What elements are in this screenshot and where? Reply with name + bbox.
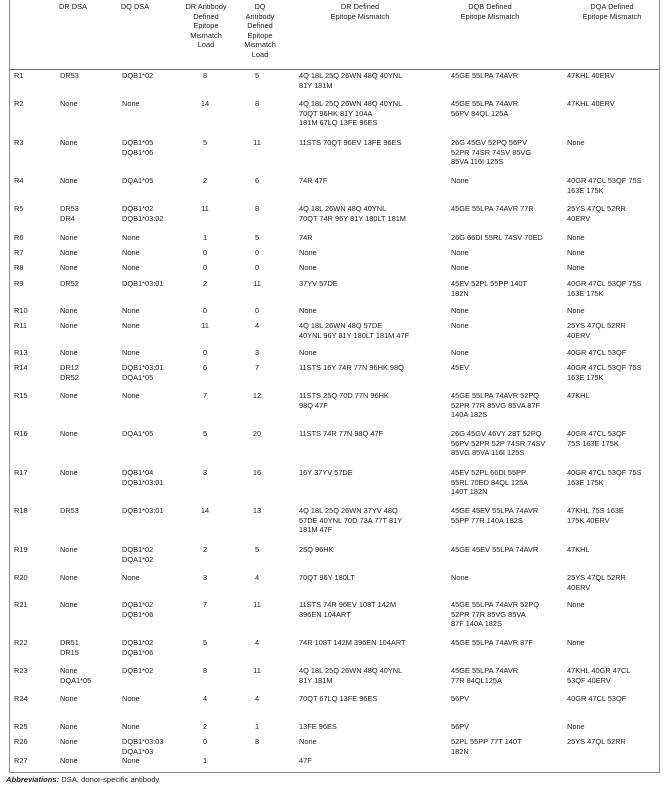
cell-dqb-epitope: 45GE 55LPA 74AVR 56PV 84QL 125A — [451, 99, 519, 118]
cell-dr-epitope: 70QT 96Y 180LT — [299, 573, 355, 582]
cell-dqb-epitope: 45GE 55LPA 74AVR 77R — [451, 204, 534, 213]
cell-dqb-epitope: 45GE 55LPA 74AVR — [451, 71, 519, 80]
cell-dr-epitope: 11STS 70QT 96EV 13FE 96ES — [299, 138, 402, 147]
cell-dqa-epitope: 47KHL 40GR 47CL 53QF 40ERV — [567, 666, 631, 685]
cell-dqa-epitope: 40GR 47CL 53QF — [567, 694, 627, 703]
footnote — [6, 775, 159, 784]
cell-dqb-epitope: 26G 45GV 46VY 28T 52PQ 56PV 52PR 52P 74SR 74SV 85VG 85VA 116I 125S — [451, 429, 546, 458]
cell-dqb-epitope: 45GE 55LPA 74AVR 77R 84QL125A — [451, 666, 519, 685]
cell-dq-load: 8 — [254, 737, 260, 746]
cell-recipient: R26 — [14, 737, 28, 746]
cell-dqa-epitope: 25YS 47QL 52RR 40ERV — [567, 321, 626, 340]
cell-dr-dsa: None — [60, 468, 78, 477]
footnote-label: Abbreviations: — [6, 775, 60, 784]
cell-recipient: R13 — [14, 348, 28, 357]
cell-dr-dsa: None — [60, 737, 78, 746]
cell-dr-dsa: None — [60, 429, 78, 438]
cell-dqb-epitope: 45GE 55LPA 74AVR 52PQ 52PR 77R 85VG 85VA 87F 140A 182S — [451, 600, 540, 629]
cell-dr-epitope: 74R 47F — [299, 176, 328, 185]
cell-recipient: R27 — [14, 756, 28, 765]
cell-dq-load: 12 — [252, 391, 262, 400]
cell-dr-load: 7 — [202, 391, 208, 400]
cell-dq-dsa: DQB1*03:01 — [122, 506, 164, 515]
cell-dr-dsa: None — [60, 248, 78, 257]
cell-dqa-epitope: None — [567, 600, 585, 609]
cell-dqb-epitope: 26G 66DI 55RL 74SV 70ED — [451, 233, 543, 242]
cell-dq-dsa: None — [122, 573, 140, 582]
cell-dq-load: 11 — [253, 666, 261, 675]
cell-dq-dsa: None — [122, 306, 140, 315]
cell-dr-epitope: None — [299, 263, 317, 272]
cell-recipient: R2 — [14, 99, 24, 108]
cell-dq-dsa: None — [122, 722, 140, 731]
cell-dr-load: 0 — [202, 263, 208, 272]
cell-dq-dsa: DQA1*05 — [122, 429, 154, 438]
cell-dr-dsa: None — [60, 694, 78, 703]
cell-dq-load: 6 — [254, 176, 260, 185]
cell-recipient: R1 — [14, 71, 24, 80]
cell-recipient: R14 — [14, 363, 28, 372]
cell-dq-load: 1 — [254, 722, 260, 731]
cell-dr-epitope: 70QT 67LQ 13FE 96ES — [299, 694, 378, 703]
cell-dqb-epitope: None — [451, 306, 469, 315]
cell-dqb-epitope: 45GE 45EV 55LPA 74AVR 55PP 77R 140A 182S — [451, 506, 539, 525]
cell-recipient: R5 — [14, 204, 24, 213]
cell-dr-dsa: None — [60, 233, 78, 242]
cell-recipient: R10 — [14, 306, 28, 315]
cell-dqa-epitope: 40GR 47CL 53QF 75S 163E 175K — [567, 429, 627, 448]
cell-dr-load: 2 — [202, 176, 208, 185]
cell-dq-dsa: None — [122, 99, 140, 108]
cell-dq-load: 0 — [254, 248, 260, 257]
cell-dqa-epitope: None — [567, 722, 585, 731]
cell-dqa-epitope: 40GR 47CL 53QF 75S 163E 175K — [567, 176, 642, 195]
cell-dqa-epitope: 25YS 47QL 52RR 40ERV — [567, 204, 626, 223]
cell-dqa-epitope: None — [567, 138, 585, 147]
cell-dr-dsa: None — [60, 176, 78, 185]
cell-dqa-epitope: 25YS 47QL 52RR 40ERV — [567, 573, 626, 592]
header-dr-load: DR Antibody Defined Epitope Mismatch Load — [185, 2, 227, 49]
cell-dr-load: 5 — [202, 638, 208, 647]
cell-dqa-epitope: None — [567, 263, 585, 272]
cell-dr-epitope: None — [299, 737, 317, 746]
cell-dq-dsa: DQB1*02 DQB1*06 — [122, 600, 154, 619]
cell-dq-dsa: None — [122, 248, 140, 257]
cell-dq-dsa: DQB1*03:03 DQA1*03 — [122, 737, 164, 756]
cell-recipient: R9 — [14, 279, 24, 288]
cell-dr-epitope: None — [299, 248, 317, 257]
cell-dr-epitope: 4Q 18L 25Q 26WN 48Q 40YNL 81Y 181M — [299, 666, 403, 685]
cell-dq-dsa: None — [122, 321, 140, 330]
cell-dqb-epitope: 45EV — [451, 363, 470, 372]
cell-dr-epitope: 47F — [299, 756, 312, 765]
cell-dr-dsa: None — [60, 545, 78, 554]
cell-dq-load: 4 — [254, 638, 260, 647]
cell-dq-load: 16 — [252, 468, 262, 477]
cell-dq-load: 4 — [254, 321, 260, 330]
cell-dq-load: 8 — [254, 99, 260, 108]
cell-dqa-epitope: 47KHL 40ERV — [567, 71, 615, 80]
cell-recipient: R20 — [14, 573, 28, 582]
cell-dqb-epitope: 45GE 55LPA 74AVR 87F — [451, 638, 533, 647]
cell-dr-epitope: 4Q 18L 25Q 26WN 37YV 48Q 57DE 40YNL 70D 73A 77T 81Y 181M 47F — [299, 506, 403, 535]
cell-dr-epitope: 11STS 16Y 74R 77N 96HK 98Q — [299, 363, 404, 372]
cell-recipient: R23 — [14, 666, 28, 675]
cell-dqb-epitope: None — [451, 263, 469, 272]
cell-dqa-epitope: 40GR 47CL 53QF 75S 163E 175K — [567, 279, 642, 298]
cell-dr-load: 8 — [202, 666, 208, 675]
cell-dqb-epitope: 56PV — [451, 694, 470, 703]
cell-dr-dsa: None — [60, 391, 78, 400]
cell-dq-dsa: DQA1*05 — [122, 176, 154, 185]
cell-dq-load: 0 — [254, 306, 260, 315]
cell-dr-load: 8 — [202, 71, 208, 80]
cell-dr-dsa: None — [60, 306, 78, 315]
cell-dr-dsa: None — [60, 722, 78, 731]
cell-dr-dsa: None — [60, 600, 78, 609]
cell-dr-load: 3 — [202, 573, 208, 582]
cell-dqa-epitope: None — [567, 306, 585, 315]
cell-dr-load: 0 — [202, 248, 208, 257]
cell-dqa-epitope: None — [567, 233, 585, 242]
cell-recipient: R22 — [14, 638, 28, 647]
cell-dqa-epitope: 47KHL 40ERV — [567, 99, 615, 108]
cell-dqa-epitope: 40GR 47CL 53QF 75S 163E 175K — [567, 468, 642, 487]
cell-dr-dsa: None — [60, 138, 78, 147]
cell-dqa-epitope: 47KHL 75S 163E 175K 40ERV — [567, 506, 624, 525]
cell-dr-load: 2 — [202, 722, 208, 731]
cell-recipient: R4 — [14, 176, 24, 185]
cell-dqb-epitope: 45EV 52PL 55PP 140T 182N — [451, 279, 528, 298]
cell-dqb-epitope: None — [451, 573, 469, 582]
cell-dr-epitope: 4Q 18L 26WN 48Q 40YNL 70QT 74R 96Y 81Y 180LT 181M — [299, 204, 406, 223]
cell-dq-load: 3 — [254, 348, 260, 357]
cell-dqb-epitope: 45EV 52PL 66DI 55PP 55RL 70ED 84QL 125A 140T 182N — [451, 468, 529, 497]
cell-recipient: R24 — [14, 694, 28, 703]
header-dr-epitope: DR Defined Epitope Mismatch — [330, 2, 390, 21]
cell-recipient: R7 — [14, 248, 24, 257]
cell-dq-dsa: DQB1*02 DQA1*02 — [122, 545, 154, 564]
cell-recipient: R25 — [14, 722, 28, 731]
cell-dr-dsa: None — [60, 348, 78, 357]
header-rule — [10, 69, 659, 70]
cell-dqb-epitope: 26G 45GV 52PQ 56PV 52PR 74SR 74SV 85VG 85VA 116I 125S — [451, 138, 532, 167]
cell-dr-load: 1 — [202, 233, 208, 242]
cell-dr-dsa: DR12 DR52 — [60, 363, 79, 382]
cell-recipient: R17 — [14, 468, 28, 477]
cell-dq-load: 11 — [253, 138, 261, 147]
cell-dr-load: 2 — [202, 279, 208, 288]
footnote-text: DSA, donor-specific antibody — [61, 775, 160, 784]
cell-dr-epitope: 4Q 18L 25Q 26WN 48Q 40YNL 81Y 181M — [299, 71, 403, 90]
cell-dr-epitope: 74R — [299, 233, 313, 242]
cell-dq-load: 5 — [254, 71, 260, 80]
cell-recipient: R19 — [14, 545, 28, 554]
cell-dq-load: 8 — [254, 204, 260, 213]
cell-dr-load: 1 — [202, 756, 208, 765]
cell-dq-load: 7 — [254, 363, 260, 372]
cell-dq-dsa: None — [122, 756, 140, 765]
cell-recipient: R8 — [14, 263, 24, 272]
cell-dr-load: 5 — [202, 138, 208, 147]
cell-dq-dsa: DQB1*03:01 DQA1*05 — [122, 363, 164, 382]
cell-dq-load: 5 — [254, 545, 260, 554]
cell-dqb-epitope: 56PV — [451, 722, 470, 731]
cell-recipient: R21 — [14, 600, 28, 609]
cell-dq-dsa: DQB1*04 DQB1*03:01 — [122, 468, 164, 487]
cell-dq-dsa: None — [122, 233, 140, 242]
cell-dqa-epitope: None — [567, 638, 585, 647]
cell-dr-epitope: 11STS 74R 77N 98Q 47F — [299, 429, 384, 438]
cell-dr-dsa: None — [60, 573, 78, 582]
cell-dr-dsa: DR52 — [60, 279, 79, 288]
cell-recipient: R18 — [14, 506, 28, 515]
cell-dr-dsa: DR53 DR4 — [60, 204, 79, 223]
cell-dq-dsa: DQB1*02 — [122, 71, 154, 80]
cell-dr-epitope: 4Q 18L 26WN 48Q 57DE 40YNL 96Y 81Y 180LT 181M 47F — [299, 321, 410, 340]
cell-dr-dsa: DR53 — [60, 71, 79, 80]
cell-dr-load: 14 — [200, 506, 210, 515]
cell-dr-load: 14 — [200, 99, 210, 108]
cell-dr-dsa: None DQA1*05 — [60, 666, 92, 685]
cell-dqb-epitope: None — [451, 248, 469, 257]
cell-dqb-epitope: 45GE 55LPA 74AVR 52PQ 52PR 77R 85VG 85VA 87F 140A 182S — [451, 391, 541, 420]
cell-dr-epitope: 25Q 96HK — [299, 545, 334, 554]
cell-dr-dsa: DR51 DR15 — [60, 638, 79, 657]
cell-dr-load: 2 — [202, 545, 208, 554]
header-dqa-epitope: DQA Defined Epitope Mismatch — [582, 2, 642, 21]
cell-dqa-epitope: 40GR 47CL 53QF — [567, 348, 627, 357]
cell-dq-dsa: None — [122, 694, 140, 703]
cell-dq-load: 20 — [252, 429, 262, 438]
cell-dr-epitope: 16Y 37YV 57DE — [299, 468, 353, 477]
cell-dr-load: 7 — [202, 600, 208, 609]
cell-dr-dsa: None — [60, 99, 78, 108]
cell-recipient: R11 — [14, 321, 28, 330]
cell-dr-load: 3 — [202, 468, 208, 477]
cell-dr-epitope: 13FE 96ES — [299, 722, 337, 731]
cell-dr-dsa: None — [60, 321, 78, 330]
cell-dr-dsa: DR53 — [60, 506, 79, 515]
cell-recipient: R16 — [14, 429, 28, 438]
cell-dq-load: 0 — [254, 263, 260, 272]
cell-dqb-epitope: 45GE 45EV 55LPA 74AVR — [451, 545, 539, 554]
cell-dq-load: 5 — [254, 233, 260, 242]
cell-dr-epitope: 37YV 57DE — [299, 279, 338, 288]
cell-dqb-epitope: 52PL 55PP 77T 140T 182N — [451, 737, 522, 756]
cell-dr-load: 11 — [201, 204, 209, 213]
cell-dr-epitope: None — [299, 348, 317, 357]
cell-dqa-epitope: 25YS 47QL 52RR — [567, 737, 626, 746]
cell-dr-load: 11 — [201, 321, 209, 330]
cell-dr-load: 6 — [202, 363, 208, 372]
cell-dq-load: 4 — [254, 573, 260, 582]
cell-dq-load: 13 — [252, 506, 262, 515]
cell-dqb-epitope: None — [451, 321, 469, 330]
cell-dqb-epitope: None — [451, 176, 469, 185]
cell-dr-load: 0 — [202, 348, 208, 357]
cell-recipient: R6 — [14, 233, 24, 242]
cell-dq-dsa: DQB1*02 — [122, 666, 154, 675]
cell-dq-dsa: None — [122, 263, 140, 272]
cell-dqa-epitope: 40GR 47CL 53QF 75S 163E 175K — [567, 363, 642, 382]
header-dqb-epitope: DQB Defined Epitope Mismatch — [460, 2, 520, 21]
cell-dq-load: 11 — [253, 279, 261, 288]
cell-dr-epitope: 11STS 25Q 70D 77N 96HK 98Q 47F — [299, 391, 389, 410]
cell-dr-epitope: 4Q 18L 25Q 26WN 48Q 40YNL 70QT 96HK 81Y 104A 181M 67LQ 13FE 96ES — [299, 99, 403, 128]
cell-dq-load: 11 — [253, 600, 261, 609]
header-dq-load: DQ Antibody Defined Epitope Mismatch Load — [244, 2, 276, 59]
cell-dq-dsa: None — [122, 348, 140, 357]
cell-dqa-epitope: 47KHL — [567, 391, 590, 400]
header-dq-dsa: DQ DSA — [120, 2, 150, 11]
cell-dr-epitope: 11STS 74R 96EV 108T 142M 396EN 104ART — [299, 600, 397, 619]
header-dr-dsa: DR DSA — [59, 2, 87, 11]
cell-dq-load: 4 — [254, 694, 260, 703]
cell-dqb-epitope: None — [451, 348, 469, 357]
cell-dr-epitope: 74R 108T 142M 396EN 104ART — [299, 638, 406, 647]
cell-recipient: R15 — [14, 391, 28, 400]
cell-dr-dsa: None — [60, 756, 78, 765]
cell-dq-dsa: DQB1*02 DQB1*06 — [122, 638, 154, 657]
cell-dr-load: 0 — [202, 306, 208, 315]
cell-dq-dsa: DQB1*02 DQB1*03:02 — [122, 204, 164, 223]
cell-recipient: R3 — [14, 138, 24, 147]
cell-dr-dsa: None — [60, 263, 78, 272]
cell-dr-epitope: None — [299, 306, 317, 315]
cell-dq-dsa: DQB1*05 DQB1*06 — [122, 138, 154, 157]
cell-dr-load: 0 — [202, 737, 208, 746]
cell-dqa-epitope: None — [567, 248, 585, 257]
cell-dr-load: 5 — [202, 429, 208, 438]
cell-dr-load: 4 — [202, 694, 208, 703]
cell-dqa-epitope: 47KHL — [567, 545, 590, 554]
cell-dq-dsa: None — [122, 391, 140, 400]
cell-dq-dsa: DQB1*03:01 — [122, 279, 164, 288]
